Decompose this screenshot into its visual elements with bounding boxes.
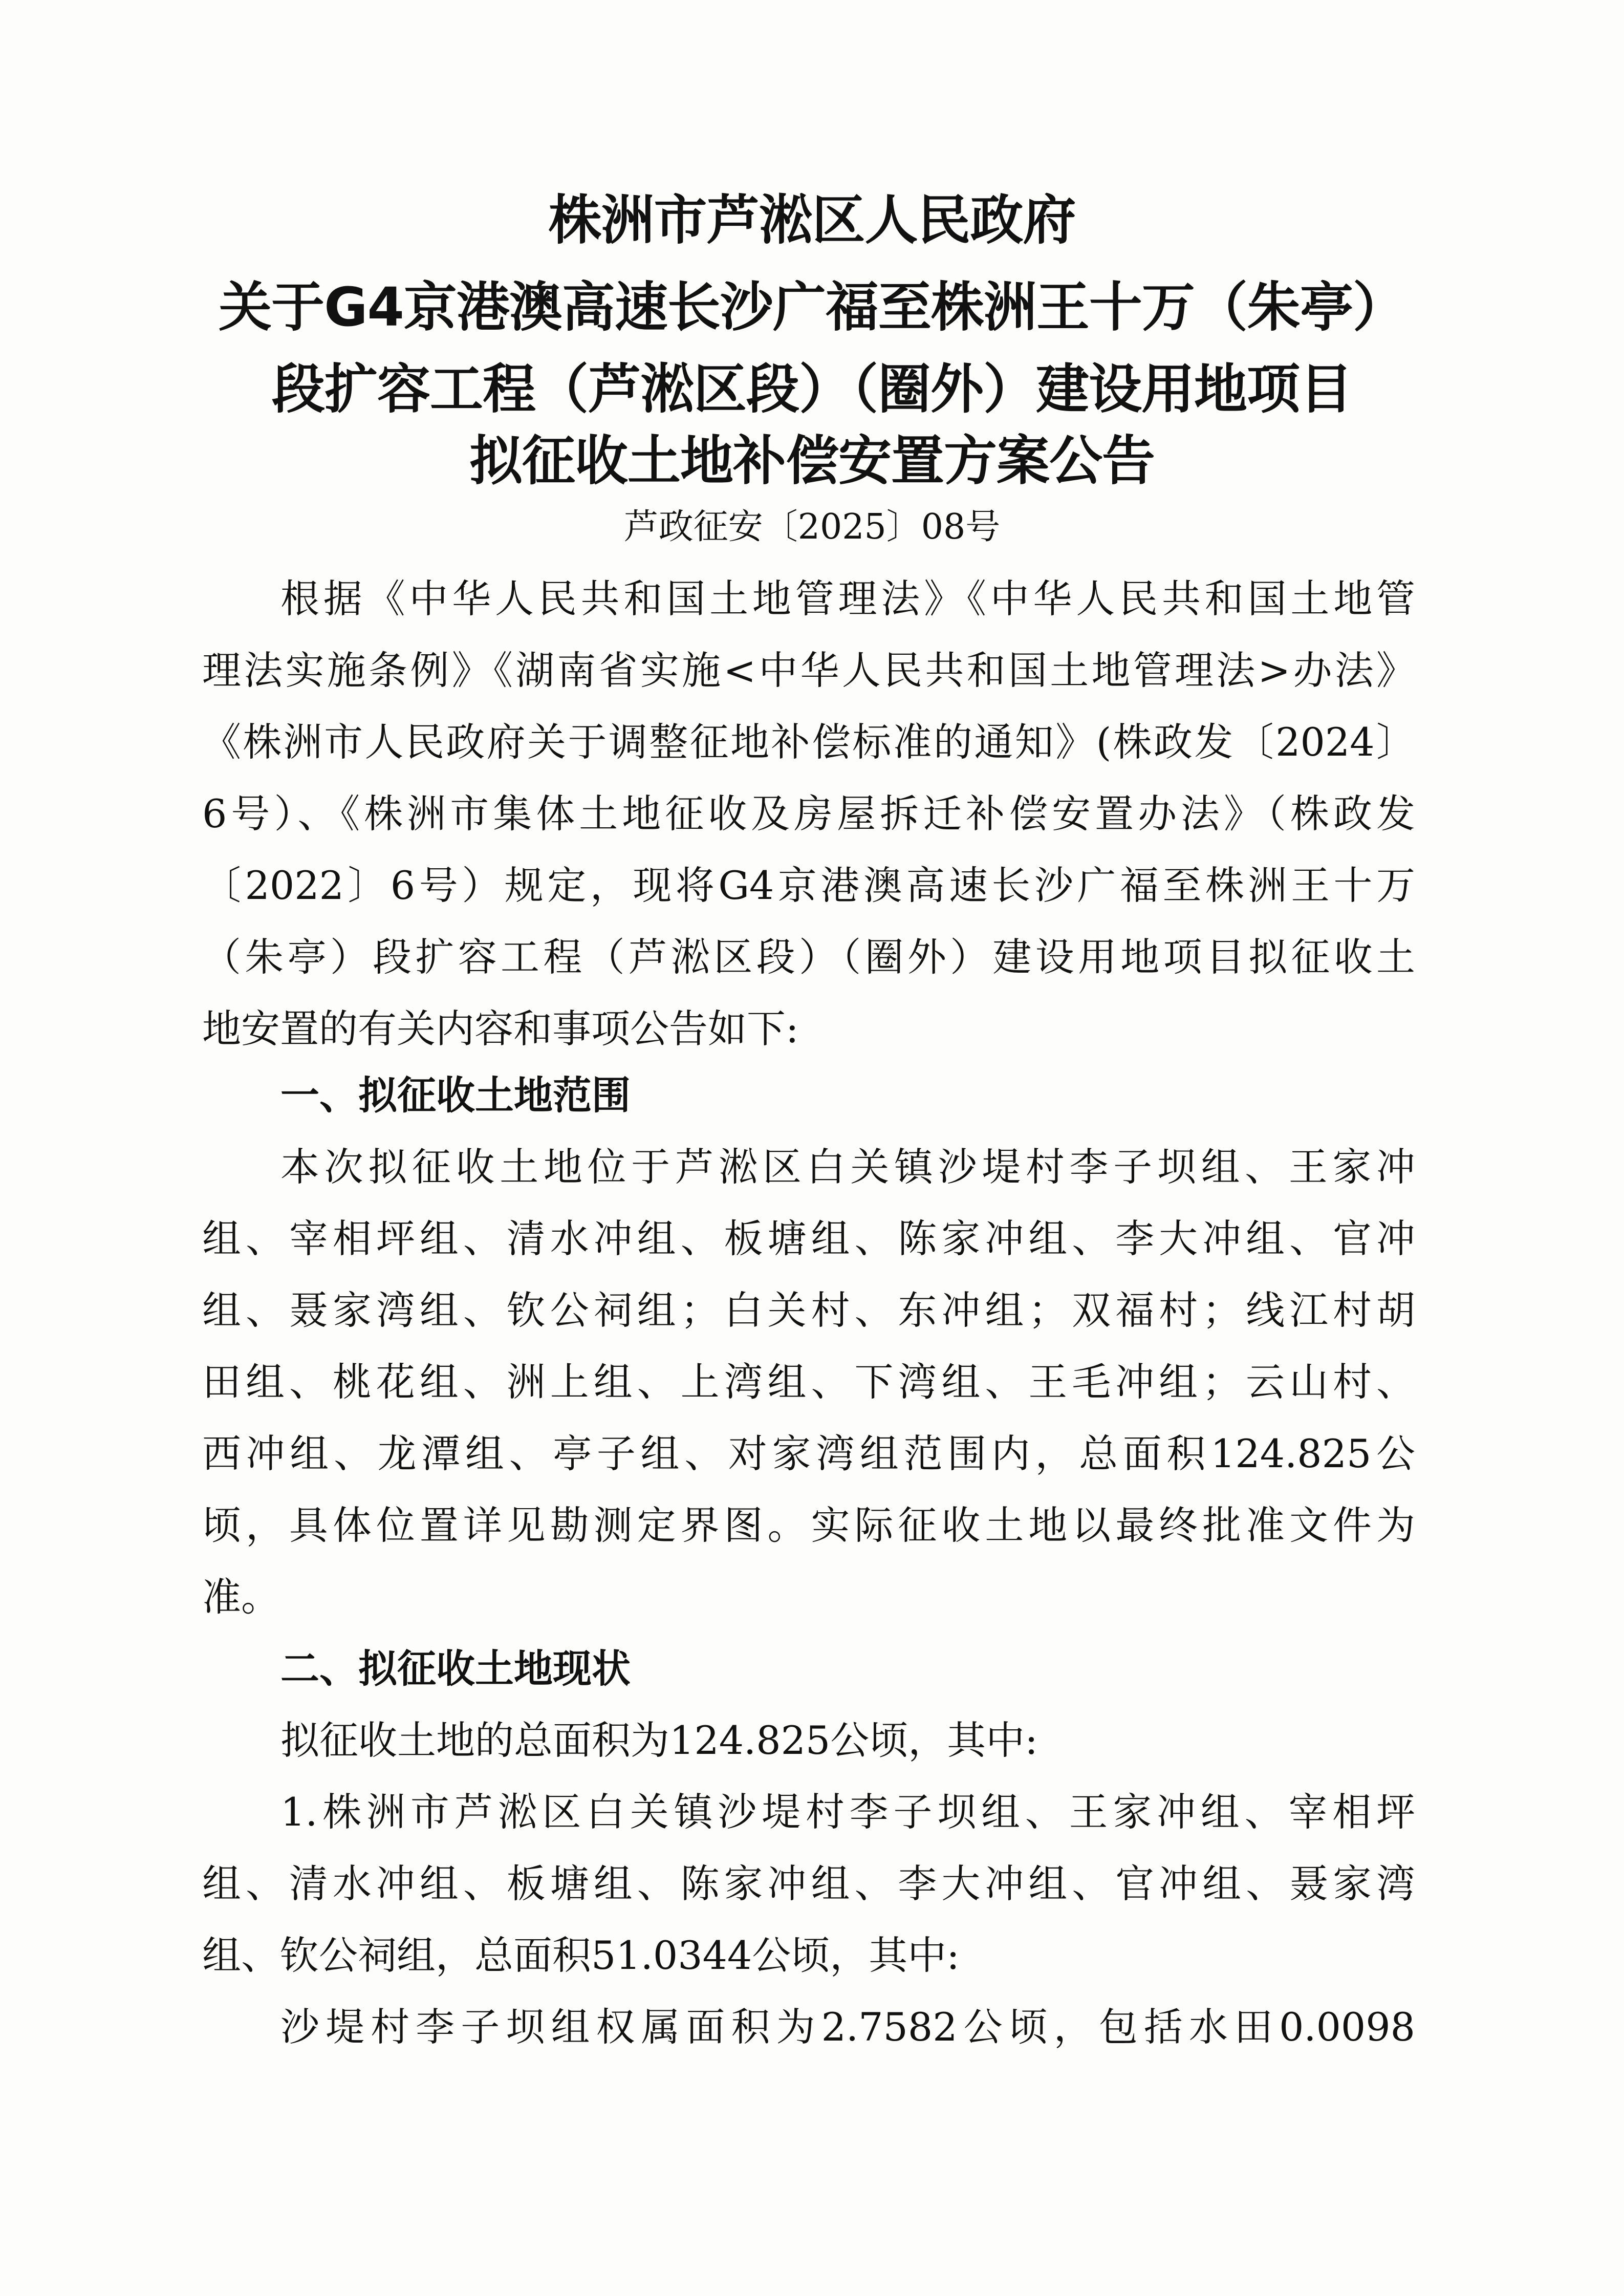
section-1-line-2: 组、宰相坪组、清水冲组、板塘组、陈家冲组、李大冲组、官冲 <box>202 1216 1415 1261</box>
section-1-line-1: 本次拟征收土地位于芦淞区白关镇沙堤村李子坝组、王家冲 <box>280 1144 1415 1190</box>
intro-line-4: 6号）、《株洲市集体土地征收及房屋拆迁补偿安置办法》（株政发 <box>202 791 1415 836</box>
title-line-4: 拟征收土地补偿安置方案公告 <box>469 430 1155 492</box>
section-2-line-1: 拟征收土地的总面积为124.825公顷，其中: <box>280 1718 1038 1763</box>
section-1-line-4: 田组、桃花组、洲上组、上湾组、下湾组、王毛冲组；云山村、 <box>202 1359 1415 1405</box>
section-1-heading: 一、拟征收土地范围 <box>280 1072 631 1118</box>
section-1-line-7: 准。 <box>202 1574 280 1620</box>
section-1-line-5: 西冲组、龙潭组、亭子组、对家湾组范围内，总面积124.825公 <box>202 1431 1415 1476</box>
intro-line-6: （朱亭）段扩容工程（芦淞区段）（圈外）建设用地项目拟征收土 <box>202 934 1415 980</box>
section-1-line-6: 顷，具体位置详见勘测定界图。实际征收土地以最终批准文件为 <box>202 1503 1415 1548</box>
title-line-1: 株洲市芦淞区人民政府 <box>548 189 1076 251</box>
intro-line-1: 根据《中华人民共和国土地管理法》《中华人民共和国土地管 <box>280 576 1415 621</box>
title-line-3: 段扩容工程（芦淞区段）（圈外）建设用地项目 <box>271 358 1352 420</box>
section-2-line-5: 沙堤村李子坝组权属面积为2.7582公顷，包括水田0.0098 <box>280 2004 1415 2050</box>
section-1-line-3: 组、聂家湾组、钦公祠组；白关村、东冲组；双福村；线江村胡 <box>202 1288 1415 1333</box>
intro-line-2: 理法实施条例》《湖南省实施<中华人民共和国土地管理法>办法》 <box>202 648 1415 693</box>
intro-line-3: 《株洲市人民政府关于调整征地补偿标准的通知》(株政发〔2024〕 <box>202 719 1415 765</box>
document-number: 芦政征安〔2025〕08号 <box>623 507 1001 547</box>
section-2-line-4: 组、钦公祠组，总面积51.0344公顷，其中: <box>202 1933 960 1978</box>
section-2-line-2: 1.株洲市芦淞区白关镇沙堤村李子坝组、王家冲组、宰相坪 <box>280 1789 1415 1835</box>
section-2-heading: 二、拟征收土地现状 <box>280 1646 631 1691</box>
section-2-line-3: 组、清水冲组、板塘组、陈家冲组、李大冲组、官冲组、聂家湾 <box>202 1861 1415 1906</box>
title-line-2: 关于G4京港澳高速长沙广福至株洲王十万（朱亭） <box>219 276 1405 338</box>
intro-line-5: 〔2022〕6号）规定，现将G4京港澳高速长沙广福至株洲王十万 <box>202 863 1415 908</box>
intro-line-7: 地安置的有关内容和事项公告如下: <box>202 1006 799 1052</box>
